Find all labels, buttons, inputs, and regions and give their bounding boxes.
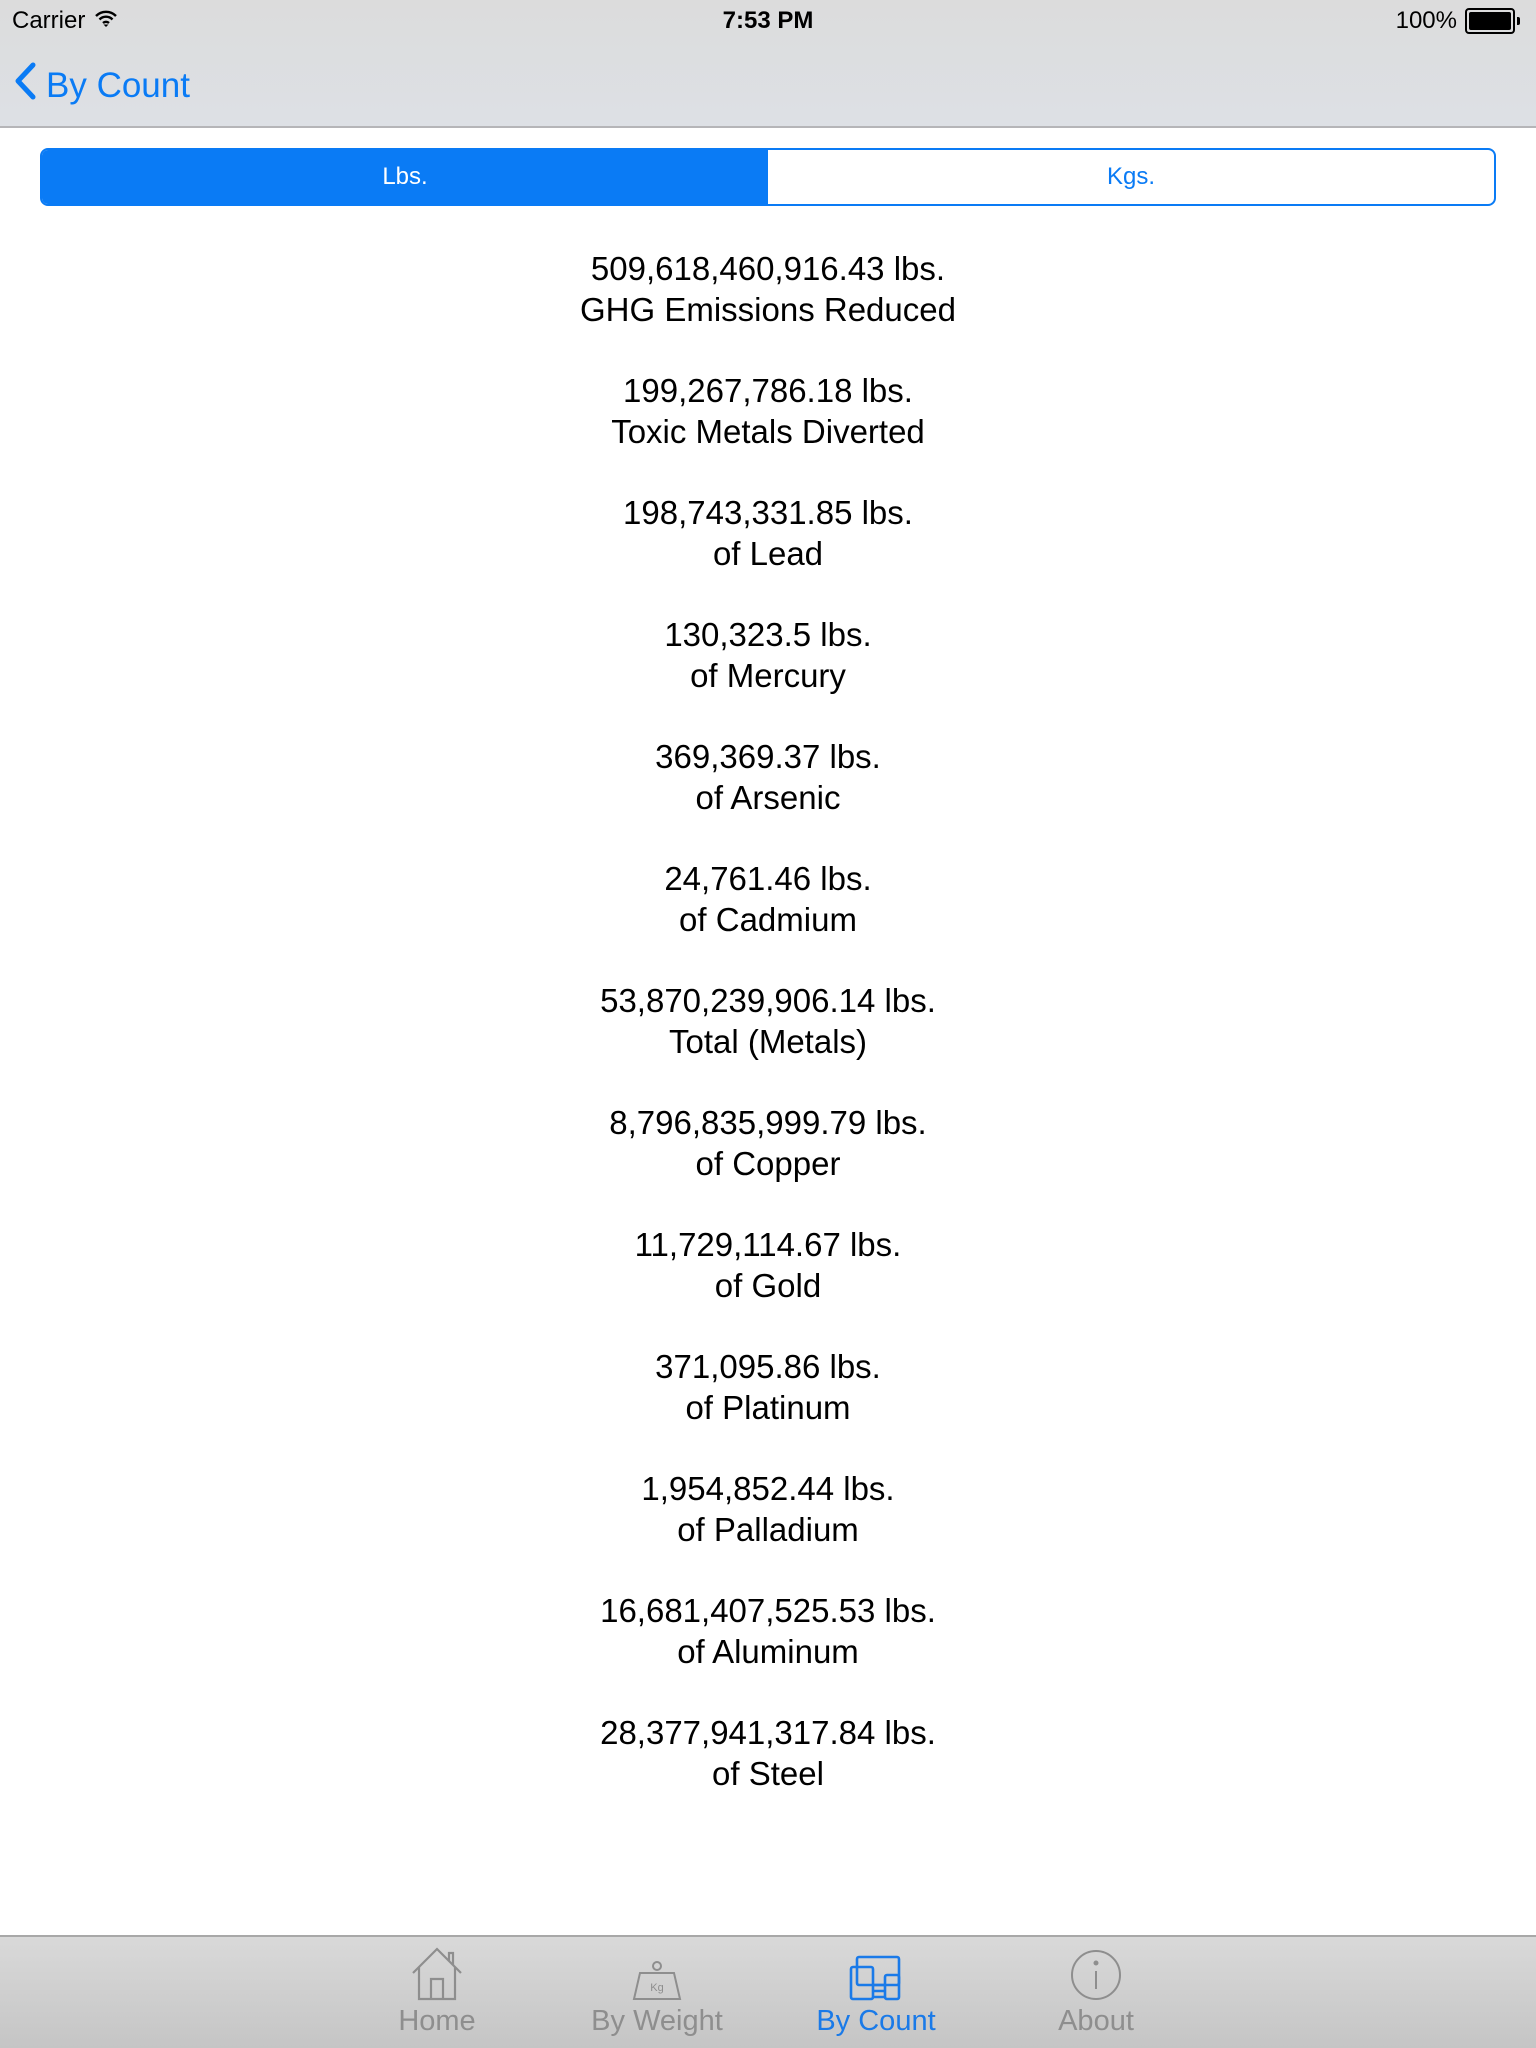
stats-list [0, 248, 1536, 1834]
stat-label: GHG Emissions Reduced [580, 291, 956, 328]
carrier-label: Carrier [12, 7, 86, 34]
tab-by-count[interactable] [776, 1945, 976, 2038]
home-icon [337, 1945, 537, 2001]
stat-label: of Mercury [690, 657, 846, 694]
stat-label: Total (Metals) [668, 1023, 868, 1060]
status-bar [0, 0, 1536, 40]
stat-steel [0, 1712, 1536, 1834]
stat-value: 53,870,239,906.14 lbs. [600, 982, 936, 1019]
stat-ghg [0, 248, 1536, 370]
stat-value: 199,267,786.18 lbs. [623, 372, 913, 409]
tab-label: By Weight [591, 2005, 723, 2037]
stat-label: of Gold [714, 1267, 822, 1304]
back-button[interactable] [14, 62, 190, 109]
back-label: By Count [46, 65, 190, 105]
weight-icon [557, 1945, 757, 2001]
tab-label: By Count [816, 2005, 936, 2037]
stat-value: 369,369.37 lbs. [655, 738, 881, 775]
stat-palladium [0, 1468, 1536, 1590]
stat-value: 24,761.46 lbs. [664, 860, 872, 897]
stat-label: of Cadmium [679, 901, 857, 938]
stat-label: of Arsenic [695, 779, 841, 816]
stat-value: 1,954,852.44 lbs. [641, 1470, 895, 1507]
unit-segmented-control [40, 148, 1496, 206]
battery-percent: 100% [1395, 7, 1457, 34]
stat-label: of Lead [712, 535, 824, 572]
stat-arsenic [0, 736, 1536, 858]
stat-total-metals [0, 980, 1536, 1102]
top-bar [0, 0, 1536, 128]
tab-label: Home [398, 2005, 476, 2037]
stat-gold [0, 1224, 1536, 1346]
chevron-left-icon [14, 62, 36, 109]
battery-group [1396, 7, 1520, 35]
stat-value: 198,743,331.85 lbs. [623, 494, 913, 531]
stat-toxic-metals [0, 370, 1536, 492]
stat-platinum [0, 1346, 1536, 1468]
stat-mercury [0, 614, 1536, 736]
stat-aluminum [0, 1590, 1536, 1712]
stat-label: of Copper [695, 1145, 841, 1182]
stat-cadmium [0, 858, 1536, 980]
tab-label: About [1058, 2005, 1134, 2037]
tab-about[interactable] [996, 1945, 1196, 2038]
segment-kgs[interactable]: Kgs. [1106, 163, 1156, 190]
stat-label: of Platinum [685, 1389, 851, 1426]
stat-value: 11,729,114.67 lbs. [634, 1226, 902, 1263]
stat-value: 28,377,941,317.84 lbs. [600, 1714, 936, 1751]
info-icon [996, 1945, 1196, 2001]
stat-value: 8,796,835,999.79 lbs. [609, 1104, 927, 1141]
tab-home[interactable] [337, 1945, 537, 2038]
stat-label: of Aluminum [677, 1633, 859, 1670]
stat-value: 130,323.5 lbs. [664, 616, 872, 653]
tab-by-weight[interactable] [557, 1945, 757, 2038]
status-time: 7:53 PM [722, 7, 814, 34]
stat-label: of Palladium [677, 1511, 859, 1548]
stat-lead [0, 492, 1536, 614]
segment-lbs[interactable]: Lbs. [42, 150, 768, 204]
battery-tip [1517, 17, 1520, 25]
stat-value: 509,618,460,916.43 lbs. [590, 250, 946, 287]
svg-text:Kg: Kg [650, 1982, 664, 1994]
battery-icon [1465, 8, 1515, 34]
stat-value: 371,095.86 lbs. [655, 1348, 881, 1385]
devices-icon [776, 1945, 976, 2001]
stat-value: 16,681,407,525.53 lbs. [600, 1592, 936, 1629]
stat-copper [0, 1102, 1536, 1224]
stat-label: Toxic Metals Diverted [611, 413, 925, 450]
tab-bar [0, 1935, 1536, 2048]
stat-label: of Steel [712, 1755, 824, 1792]
